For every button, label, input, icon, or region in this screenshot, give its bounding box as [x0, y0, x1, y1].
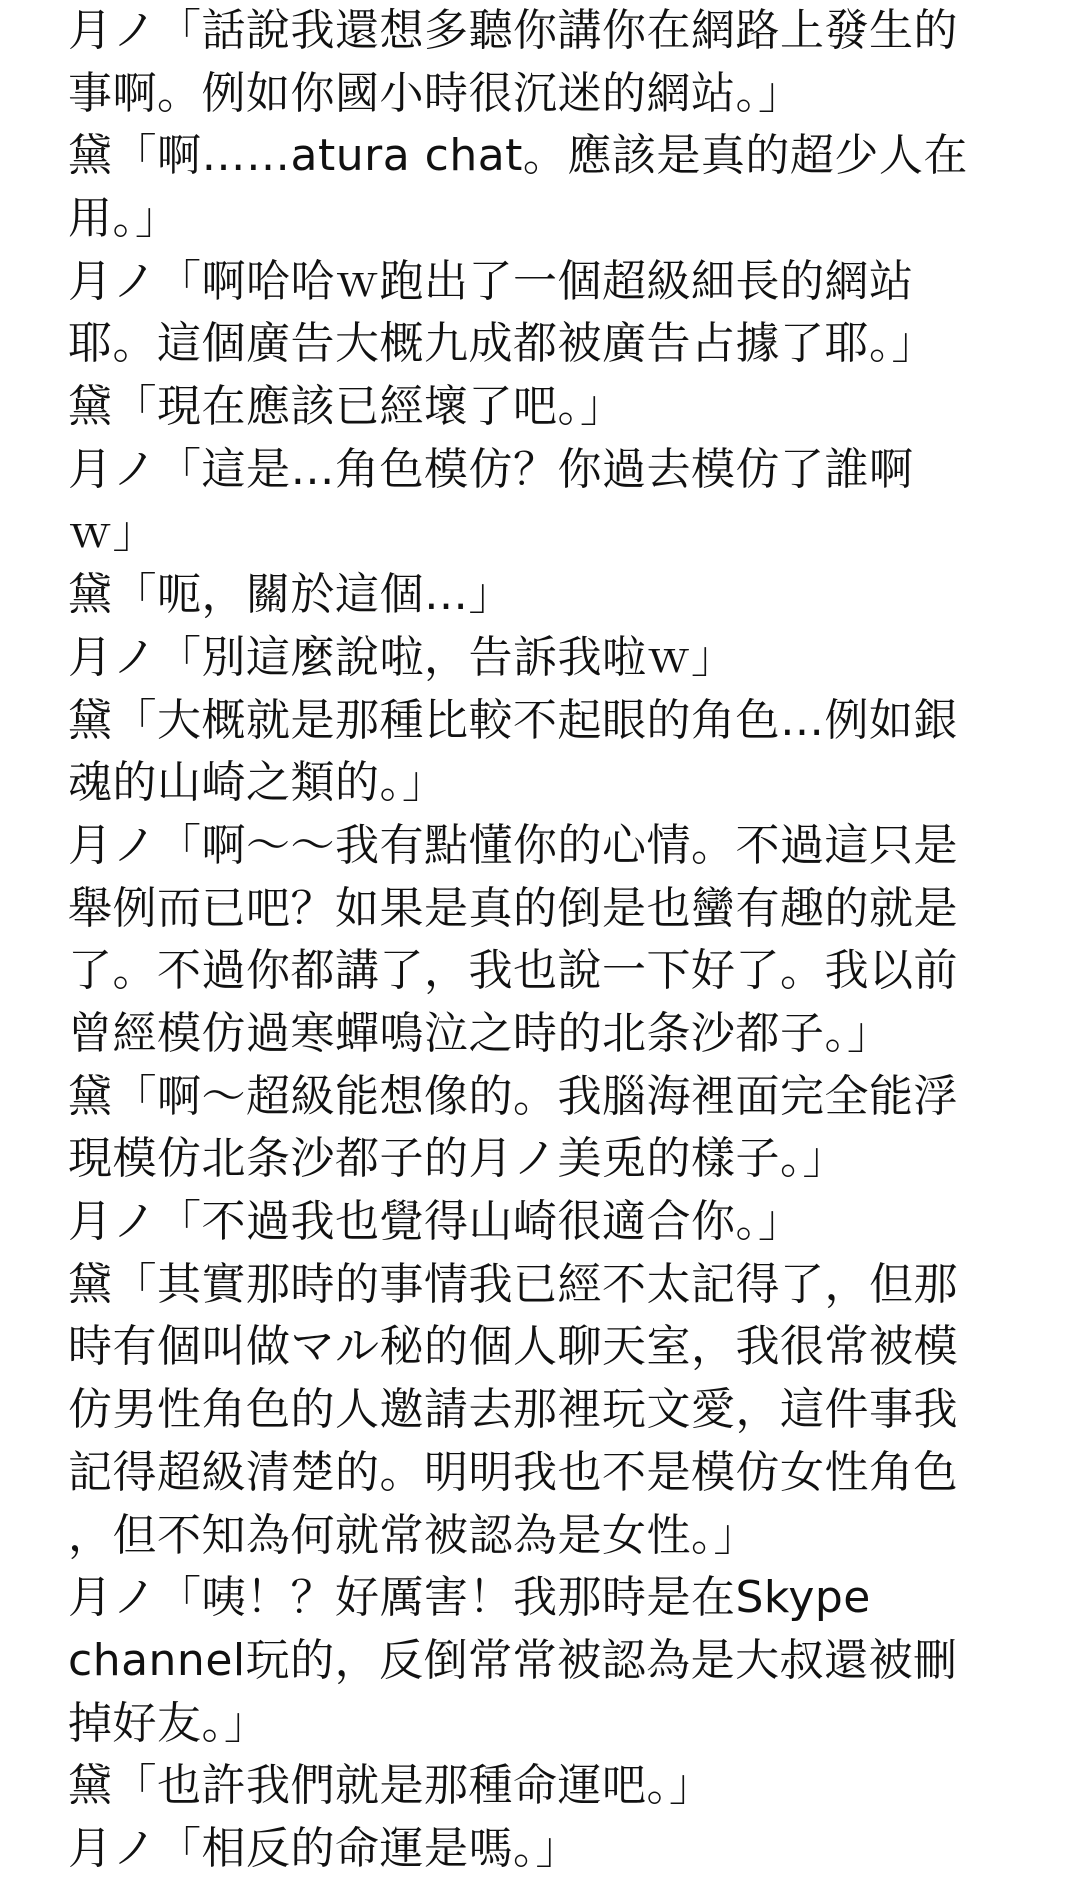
- dialogue-line: 魂的山崎之類的。」: [68, 757, 447, 809]
- dialogue-line: 月ノ「啊哈哈ｗ跑出了一個超級細長的網站: [68, 255, 914, 307]
- dialogue-line: 時有個叫做マル秘的個人聊天室，我很常被模: [68, 1321, 958, 1373]
- dialogue-line: ，但不知為何就常被認為是女性。」: [68, 1509, 758, 1561]
- dialogue-line: 現模仿北条沙都子的月ノ美兎的樣子。」: [68, 1133, 847, 1185]
- dialogue-line: 黛「現在應該已經壞了吧。」: [68, 381, 625, 433]
- dialogue-line: 黛「大概就是那種比較不起眼的角色…例如銀: [68, 694, 958, 746]
- dialogue-line: 耶。這個廣告大概九成都被廣告占據了耶。」: [68, 318, 936, 370]
- dialogue-line: 月ノ「咦！？好厲害！我那時是在Skype: [68, 1572, 871, 1624]
- dialogue-line: 黛「其實那時的事情我已經不太記得了，但那: [68, 1258, 958, 1310]
- dialogue-line: 事啊。例如你國小時很沉迷的網站。」: [68, 67, 803, 119]
- dialogue-line: 了。不過你都講了，我也說一下好了。我以前: [68, 945, 958, 997]
- dialogue-line: 仿男性角色的人邀請去那裡玩文愛，這件事我: [68, 1384, 958, 1436]
- dialogue-line: 月ノ「不過我也覺得山崎很適合你。」: [68, 1196, 803, 1248]
- dialogue-line: 月ノ「話說我還想多聽你講你在網路上發生的: [68, 5, 958, 56]
- dialogue-line: 掉好友。」: [68, 1697, 269, 1749]
- dialogue-line: 黛「也許我們就是那種命運吧。」: [68, 1760, 714, 1812]
- dialogue-line: 曾經模仿過寒蟬鳴泣之時的北条沙都子。」: [68, 1008, 892, 1059]
- dialogue-line: ｗ」: [68, 506, 157, 558]
- dialogue-transcript: [68, 0, 1068, 1881]
- dialogue-line: 記得超級清楚的。明明我也不是模仿女性角色: [68, 1446, 958, 1498]
- dialogue-line: 黛「啊～超級能想像的。我腦海裡面完全能浮: [68, 1070, 958, 1122]
- dialogue-line: 月ノ「相反的命運是嗎。」: [68, 1822, 580, 1874]
- dialogue-line: 黛「呃，關於這個…」: [68, 569, 513, 621]
- dialogue-line: channel玩的，反倒常常被認為是大叔還被刪: [68, 1634, 958, 1686]
- dialogue-line: 月ノ「啊～～我有點懂你的心情。不過這只是: [68, 819, 958, 871]
- dialogue-line: 用。」: [68, 193, 180, 245]
- dialogue-line: 月ノ「別這麼說啦，告訴我啦ｗ」: [68, 631, 736, 683]
- dialogue-line: 黛「啊……atura chat。應該是真的超少人在: [68, 130, 968, 182]
- dialogue-line: 月ノ「這是…角色模仿？你過去模仿了誰啊: [68, 443, 914, 495]
- dialogue-line: 舉例而已吧？如果是真的倒是也蠻有趣的就是: [68, 882, 958, 934]
